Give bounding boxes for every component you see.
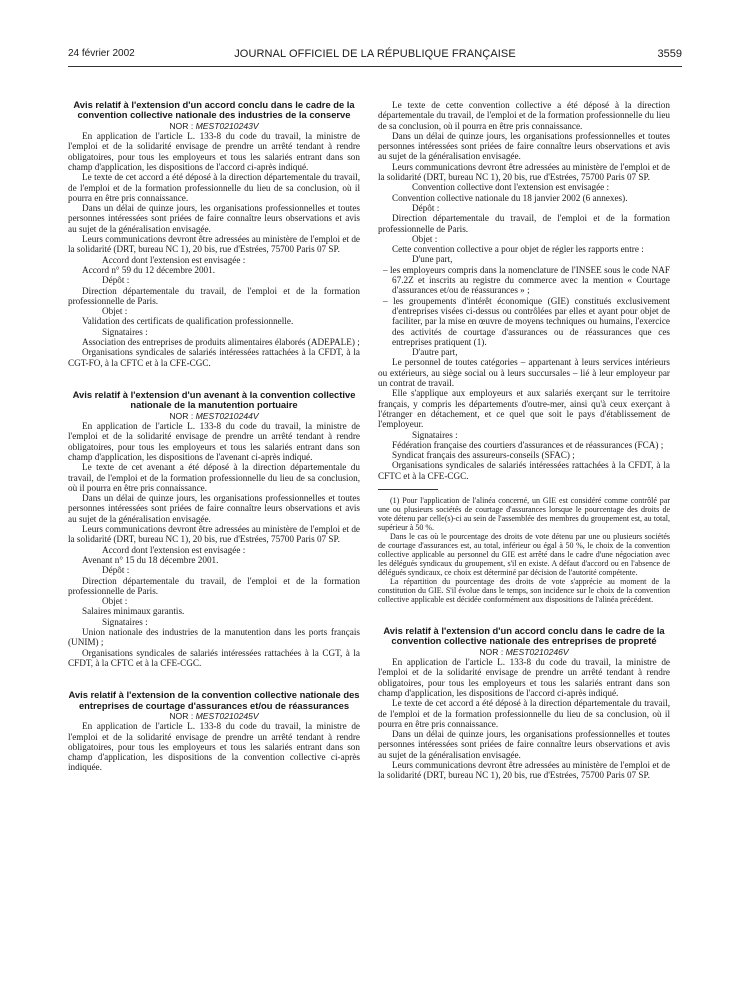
list-item: – les groupements d'intérêt économique (GIE) constitués exclusivement d'entreprises visées ci-dessus ou contrôlées par elles et ayant pour objet de faciliter, par la mise en œuvre de moyens techniques ou humains, l'exercice des activités de courtage d'assurances ou de réassurances que ces entreprises pratiquent (1). (383, 295, 670, 347)
paragraph: Le texte de cet accord a été déposé à la direction départementale du travail, de l'emploi et de la formation professionnelle du lieu de sa conclusion, où il pourra en être pris connaissance. (68, 172, 360, 203)
notice-proprete (378, 626, 670, 781)
left-column (68, 100, 360, 773)
field-value: Direction départementale du travail, de l'emploi et de la formation professionnelle de Paris. (68, 285, 360, 306)
field-label: Dépôt : (102, 565, 130, 576)
nor-code: MEST0210245V (195, 710, 259, 721)
page-number: 3559 (657, 48, 682, 60)
paragraph: Dans un délai de quinze jours, les organisations professionnelles et toutes personnes intéressées sont priées de faire connaître leurs observations et avis au sujet de la généralisation envisagée. (68, 203, 360, 234)
field-label: Accord dont l'extension est envisagée : (102, 544, 246, 555)
field-label: Signataires : (412, 429, 458, 440)
field-label: Objet : (102, 596, 128, 607)
field-value: Organisations syndicales de salariés intéressées rattachées à la CFDT, à la CFTC et à la CFE-CGC. (378, 460, 670, 481)
notice-title: Avis relatif à l'extension d'un avenant à la convention collective nationale de la manutention portuaire (72, 388, 356, 411)
footnote: (1) Pour l'application de l'alinéa concerné, un GIE est considéré comme contrôlé par une ou plusieurs sociétés de courtage d'assurances lorsque le pourcentage des droits de vote détenu par celle(s)-ci au sein de l'assemblée des membres du groupement est, au total, supérieur à 50 %. (378, 495, 670, 532)
field-label: Signataires : (102, 326, 148, 337)
paragraph: En application de l'article L. 133-8 du code du travail, la ministre de l'emploi et de la solidarité envisage de prendre un arrêté tendant à rendre obligatoires, pour tous les employeurs et tous les salariés entrant dans son champ d'application, les dispositions de la convention collective ci-après indiquée. (68, 721, 360, 773)
paragraph: Le texte de cet accord a été déposé à la direction départementale du travail, de l'emploi et de la formation professionnelle du lieu de sa conclusion, où il pourra en être pris connaissance. (378, 698, 670, 729)
field-value: Salaires minimaux garantis. (82, 606, 185, 617)
paragraph: Le personnel de toutes catégories – appartenant à leurs services intérieurs ou extérieurs, au siège social ou à leurs succursales – lié à leur employeur par un contrat de travail. (378, 357, 670, 389)
footnote: Dans le cas où le pourcentage des droits de vote détenu par une ou plusieurs sociétés de courtage d'assurances est, au total, inférieur ou égal à 50 %, le choix de la convention collective applicable au personnel du GIE est arrêté dans le cadre d'une négociation avec les délégués syndicaux du groupement, s'il en existe. A défaut d'accord ou en l'absence de délégués syndicaux, ce choix est déterminé par décision de l'autorité compétente. (378, 531, 670, 577)
paragraph: En application de l'article L. 133-8 du code du travail, la ministre de l'emploi et de la solidarité envisage de prendre un arrêté tendant à rendre obligatoires, pour tous les employeurs et tous les salariés entrant dans son champ d'application, les dispositions de l'avenant ci-après indiqué. (68, 421, 360, 462)
party-label: D'une part, (412, 254, 453, 265)
paragraph: Dans un délai de quinze jours, les organisations professionnelles et toutes personnes intéressées sont priées de faire connaître leurs observations et avis au sujet de la généralisation envisagée. (378, 130, 670, 162)
notice-courtage-continued (378, 100, 670, 604)
paragraph: En application de l'article L. 133-8 du code du travail, la ministre de l'emploi et de la solidarité envisage de prendre un arrêté tendant à rendre obligatoires, pour tous les employeurs et tous les salariés entrant dans son champ d'application, les dispositions de l'accord ci-après indiqué. (378, 657, 670, 698)
nor-label: NOR : (169, 710, 196, 721)
field-value: Syndicat français des assureurs-conseils (SFAC) ; (392, 450, 575, 461)
field-label: Convention collective dont l'extension est envisagée : (412, 182, 610, 193)
footnote: La répartition du pourcentage des droits de vote s'apprécie au moment de la constitution du GIE. S'il évolue dans le temps, son incidence sur le choix de la convention collective applicable est décidée conformément aux dispositions de l'alinéa précédent. (378, 576, 670, 604)
field-label: Signataires : (102, 616, 148, 627)
field-value: Accord n° 59 du 12 décembre 2001. (82, 264, 216, 275)
paragraph: Leurs communications devront être adressées au ministère de l'emploi et de la solidarité (DRT, bureau NC 1), 20 bis, rue d'Estrées, 75700 Paris 07 SP. (378, 161, 670, 183)
nor-reference (68, 121, 360, 131)
header-rule (68, 66, 682, 67)
page-header (68, 48, 682, 62)
field-value: Union nationale des industries de la manutention dans les ports français (UNIM) ; (68, 626, 360, 648)
paragraph: Leurs communications devront être adressées au ministère de l'emploi et de la solidarité (DRT, bureau NC 1), 20 bis, rue d'Estrées, 75700 Paris 07 SP. (68, 234, 360, 255)
paragraph: Dans un délai de quinze jours, les organisations professionnelles et toutes personnes intéressées sont priées de faire connaître leurs observations et avis au sujet de la généralisation envisagée. (378, 729, 670, 760)
notice-courtage (68, 690, 360, 773)
notice-conserve (68, 100, 360, 368)
notice-manutention (68, 390, 360, 668)
field-value: Organisations syndicales de salariés intéressées rattachées à la CFDT, à la CGT-FO, à la CFTC et à la CFE-CGC. (68, 347, 360, 368)
nor-code: MEST0210243V (195, 120, 259, 131)
field-label: Objet : (102, 306, 128, 317)
footnote-rule (378, 489, 438, 490)
party-label: D'autre part, (412, 347, 458, 358)
paragraph: Leurs communications devront être adressées au ministère de l'emploi et de la solidarité (DRT, bureau NC 1), 20 bis, rue d'Estrées, 75700 Paris 07 SP. (378, 760, 670, 781)
field-value: Convention collective nationale du 18 janvier 2002 (6 annexes). (392, 192, 628, 203)
field-value: Direction départementale du travail, de l'emploi et de la formation professionnelle de Paris. (378, 213, 670, 234)
paragraph: Le texte de cette convention collective a été déposé à la direction départementale du travail, de l'emploi et de la formation professionnelle du lieu de sa conclusion, où il pourra en être pris connaissance. (378, 100, 670, 131)
field-value: Cette convention collective a pour objet de régler les rapports entre : (392, 244, 644, 255)
journal-title: JOURNAL OFFICIEL DE LA RÉPUBLIQUE FRANÇAISE (234, 48, 516, 60)
notice-title: Avis relatif à l'extension d'un accord conclu dans le cadre de la convention collective nationale des industries de la conserve (73, 99, 355, 121)
nor-label: NOR : (169, 410, 196, 421)
field-label: Dépôt : (102, 275, 130, 286)
right-column (378, 100, 670, 781)
nor-reference (68, 711, 360, 721)
field-value: Validation des certificats de qualification professionnelle. (82, 316, 294, 327)
list-item: – les employeurs compris dans la nomenclature de l'INSEE sous le code NAF 67.2Z et inscrits au registre du commerce avec la mention « Courtage d'assurances et/ou de réassurances » ; (383, 264, 670, 296)
nor-label: NOR : (169, 120, 196, 131)
nor-label: NOR : (479, 646, 506, 657)
paragraph: Leurs communications devront être adressées au ministère de l'emploi et de la solidarité (DRT, bureau NC 1), 20 bis, rue d'Estrées, 75700 Paris 07 SP. (68, 524, 360, 545)
field-value: Association des entreprises de produits alimentaires élaborés (ADEPALE) ; (82, 337, 360, 348)
field-value: Organisations syndicales de salariés intéressées rattachées à la CGT, à la CFDT, à la CFTC et à la CFE-CGC. (68, 647, 360, 668)
field-value: Direction départementale du travail, de l'emploi et de la formation professionnelle de Paris. (68, 575, 360, 596)
nor-code: MEST0210244V (195, 410, 259, 421)
paragraph: Le texte de cet avenant a été déposé à la direction départementale du travail, de l'emploi et de la formation professionnelle du lieu de sa conclusion, où il pourra en être pris connaissance. (68, 462, 360, 493)
field-label: Accord dont l'extension est envisagée : (102, 254, 246, 265)
field-label: Objet : (412, 233, 438, 244)
field-value: Avenant n° 15 du 18 décembre 2001. (82, 554, 219, 565)
nor-reference (378, 647, 670, 657)
field-label: Dépôt : (412, 202, 440, 213)
notice-title: Avis relatif à l'extension de la convention collective nationale des entreprises de courtage d'assurances et/ou de réassurances (68, 689, 360, 711)
nor-reference (68, 411, 360, 421)
field-value: Fédération française des courtiers d'assurances et de réassurances (FCA) ; (392, 439, 664, 450)
nor-code: MEST0210246V (505, 646, 569, 657)
paragraph: Elle s'applique aux employeurs et aux salariés exerçant sur le territoire français, y compris les départements d'outre-mer, ainsi qu'à ceux exerçant à l'étranger en détachement, et ce quel que soit le pays d'établissement de l'employeur. (378, 388, 670, 430)
notice-title: Avis relatif à l'extension d'un accord conclu dans le cadre de la convention collective nationale des entreprises de propreté (383, 624, 665, 647)
issue-date: 24 février 2002 (68, 48, 135, 59)
paragraph: Dans un délai de quinze jours, les organisations professionnelles et toutes personnes intéressées sont priées de faire connaître leurs observations et avis au sujet de la généralisation envisagée. (68, 493, 360, 524)
paragraph: En application de l'article L. 133-8 du code du travail, la ministre de l'emploi et de la solidarité envisage de prendre un arrêté tendant à rendre obligatoires, pour tous les employeurs et tous les salariés entrant dans son champ d'application, les dispositions de l'accord ci-après indiqué. (68, 131, 360, 172)
